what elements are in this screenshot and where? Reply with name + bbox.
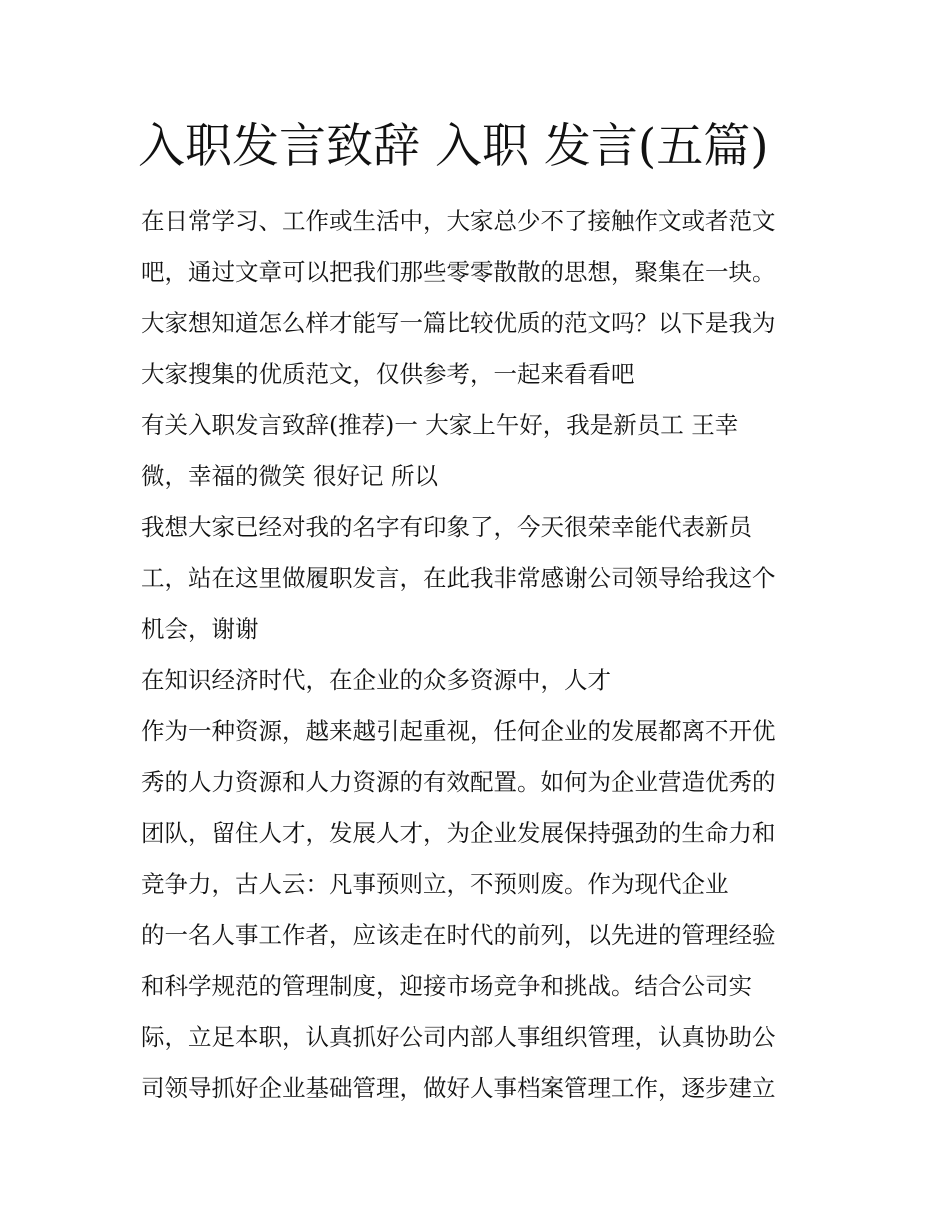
text-line: 团队，留住人才，发展人才，为企业发展保持强劲的生命力和 <box>141 819 776 847</box>
text-line: 微，幸福的微笑 很好记 所以 <box>141 462 438 490</box>
text-line: 大家想知道怎么样才能写一篇比较优质的范文吗？以下是我为 <box>141 309 776 337</box>
text-line: 我想大家已经对我的名字有印象了，今天很荣幸能代表新员 <box>141 513 752 541</box>
text-line: 和科学规范的管理制度，迎接市场竞争和挑战。结合公司实 <box>141 972 752 1000</box>
text-line: 工，站在这里做履职发言，在此我非常感谢公司领导给我这个 <box>141 564 776 592</box>
text-line: 作为一种资源，越来越引起重视，任何企业的发展都离不开优 <box>141 717 776 745</box>
text-line: 秀的人力资源和人力资源的有效配置。如何为企业营造优秀的 <box>141 768 776 796</box>
text-line: 司领导抓好企业基础管理，做好人事档案管理工作，逐步建立 <box>141 1074 776 1102</box>
text-line: 的一名人事工作者，应该走在时代的前列，以先进的管理经验 <box>141 921 776 949</box>
document-body <box>141 196 831 1114</box>
document-title: 入职发言致辞 入职 发言(五篇) <box>138 119 769 174</box>
text-line: 竞争力，古人云：凡事预则立，不预则废。作为现代企业 <box>141 870 729 898</box>
text-line: 在知识经济时代，在企业的众多资源中，人才 <box>141 666 611 694</box>
text-line: 际，立足本职，认真抓好公司内部人事组织管理，认真协助公 <box>141 1023 776 1051</box>
text-line: 在日常学习、工作或生活中，大家总少不了接触作文或者范文 <box>141 207 776 235</box>
text-line: 有关入职发言致辞(推荐)一 大家上午好，我是新员工 王幸 <box>141 411 739 439</box>
text-line: 大家搜集的优质范文，仅供参考，一起来看看吧 <box>141 360 635 388</box>
text-line: 吧，通过文章可以把我们那些零零散散的思想，聚集在一块。 <box>141 258 776 286</box>
text-line: 机会，谢谢 <box>141 615 259 643</box>
